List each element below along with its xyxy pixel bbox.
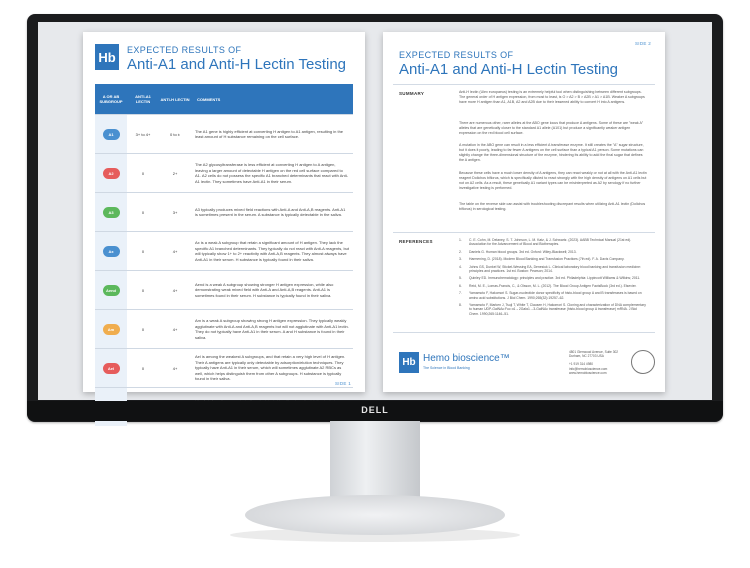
anti-a1-cell: 3+ to 4+ — [127, 115, 159, 154]
anti-h-cell: 4+ — [159, 232, 191, 271]
subgroup-badge: A1 — [103, 129, 120, 140]
side-label: SIDE 1 — [335, 381, 352, 386]
subgroup-badge: Aend — [103, 285, 120, 296]
summary-paragraph: A mutation in the ABO gene can result in a less efficient A transferase enzyme. It still creates the "A" sugar structure, but it does it poorly, leading to far fewer A antigens on the cell surface than a typical A1 person. Some mutations can slightly change the three-dimensional structure of the enzyme, hindering its ability to add the final sugar that defines the A antigen. — [459, 143, 644, 162]
references-label: REFERENCES — [399, 239, 433, 244]
reference-number: 5. — [459, 276, 462, 281]
document-page-side-1 — [83, 32, 365, 392]
anti-h-cell: 4+ — [159, 349, 191, 388]
brand-tagline: The Science in Blood Banking — [423, 366, 470, 370]
table-row — [95, 232, 353, 271]
results-table — [95, 84, 353, 426]
anti-h-cell: 4+ — [159, 310, 191, 349]
certification-seal — [631, 350, 655, 374]
col-header-anti-h: ANTI-H LECTIN — [159, 84, 191, 115]
document-page-side-2 — [383, 32, 665, 392]
reference-text: Yamamoto F, Hakomori S. Sugar-nucleotide donor specificity of histo-blood group A and B transferases is based on amino acid substitutions. J Biol Chem. 1990;265(32):19257–62. — [469, 291, 642, 300]
reference-text: Johns GS, Dunkel W, Stickel-Wessing EA, Denesiuk L. Clinical laboratory blood banking and transfusion medicine: principles and practices. 1st ed. Boston: Pearson; 2014. — [469, 264, 642, 274]
subgroup-cell — [95, 349, 127, 388]
subgroup-cell — [95, 271, 127, 310]
anti-a1-cell: 0 — [127, 271, 159, 310]
page2-title-large: Anti-A1 and Anti-H Lectin Testing — [399, 61, 619, 78]
table-row — [95, 154, 353, 193]
anti-h-cell: 2+ — [159, 154, 191, 193]
company-address — [569, 350, 618, 375]
reference-item — [459, 250, 647, 254]
summary-label: SUMMARY — [399, 91, 425, 96]
comment-cell: Aend is a weak A subgroup showing stronger H antigen expression, while also demonstrating weak mixed field with Anti-A and Anti-A,B reagents. Anti-A1 is sometimes found in their serum. H substance is typically found in their saliva. — [191, 271, 353, 310]
reference-item — [459, 284, 647, 288]
address-line: +1 919 314 4980 — [569, 362, 594, 367]
anti-h-cell: 3+ — [159, 193, 191, 232]
subgroup-cell — [95, 232, 127, 271]
address-line: info@hemobioscience.com — [569, 366, 608, 371]
address-line: Durham, NC 27703 USA — [569, 354, 604, 359]
brand-name: Hemo bioscience™ — [423, 353, 510, 364]
col-header-comments: COMMENTS — [191, 84, 353, 115]
subgroup-badge: Ael — [103, 363, 120, 374]
page2-title-small: EXPECTED RESULTS OF — [399, 50, 514, 60]
references-section — [393, 232, 655, 331]
reference-number: 2. — [459, 249, 462, 254]
reference-number: 7. — [459, 291, 462, 296]
subgroup-cell — [95, 154, 127, 193]
monitor-stand-neck — [330, 421, 420, 501]
subgroup-cell — [95, 115, 127, 154]
subgroup-cell — [95, 310, 127, 349]
address-line: 4801 Glenwood Avenue, Suite 302 — [569, 350, 619, 354]
reference-text: C. E. Cohn, M. Delaney, S. T. Johnson, L. M. Katz, & J. Schwartz. (2023). AABB Technical Manual (21st ed). Association for the Advancement of Blood and Biotherapies. — [469, 238, 632, 247]
subgroup-badge: A2 — [103, 168, 120, 179]
table-row — [95, 310, 353, 349]
subgroup-badge: Ax — [103, 246, 120, 257]
monitor-screen — [38, 22, 712, 400]
reference-number: 3. — [459, 257, 462, 262]
subgroup-cell — [95, 193, 127, 232]
side-label: SIDE 2 — [635, 41, 652, 46]
anti-a1-cell: 0 — [127, 232, 159, 271]
anti-a1-cell: 0 — [127, 310, 159, 349]
reference-item — [459, 276, 647, 280]
reference-number: 6. — [459, 283, 462, 288]
references-list — [459, 238, 647, 319]
table-row — [95, 115, 353, 154]
reference-number: 4. — [459, 264, 462, 269]
anti-h-cell: 0 to ± — [159, 115, 191, 154]
anti-h-cell: 4+ — [159, 271, 191, 310]
reference-item — [459, 291, 647, 300]
table-row — [95, 349, 353, 388]
comment-cell: The A1 gene is highly efficient at converting H antigen to A1 antigen, resulting in the least amount of H substance remaining on the cell surface. — [191, 115, 353, 154]
anti-a1-cell: 0 — [127, 154, 159, 193]
comment-cell: A3 typically produces mixed field reactions with Anti-A and Anti-A,B reagents. Anti-A1 is sometimes present in the serum. A substance is typically detectable in the saliva. — [191, 193, 353, 232]
table-row — [95, 271, 353, 310]
footer-divider — [393, 332, 655, 333]
reference-text: Quinley ED. Immunohematology: principles and practice. 3rd ed. Philadelphia: Lippincott Williams & Wilkins; 2011. — [469, 276, 641, 281]
comment-cell: Ax is a weak A subgroup that retain a significant amount of H antigen. They lack the specific A1 branched determinants. They typically do not react with Anti-A reagents, but will typically show 1+ to 2+ reactivity with Anti-A,B reagents. They almost always have Anti-A1 in their serum. H substance is typically found in their saliva. — [191, 232, 353, 271]
summary-paragraph: There are numerous other, rarer alleles at the ABO gene locus that produce A antigens. Some of these are "weak A" alleles that are genetically closer to the standard A1 allele (A101) but produce a significantly weaker antigen expression on the red blood cell surface. — [459, 121, 644, 135]
summary-paragraph: The table on the reverse side can assist with troubleshooting discrepant results when utilizing Anti-A1 lectin (Dolichos biflorus) in serological testing. — [459, 202, 646, 211]
reference-text: Yamamoto F, Marken J, Tsuji T, White T, Clausen H, Hakomori S. Cloning and characterization of DNA complementary to human UDP-GalNAc:Fuc α1→2Galα1→3-GalNAc transferase (histo-blood group A transferase) mRNA. J Biol Chem. 1990;265:1146–51. — [469, 303, 646, 316]
summary-paragraph: Anti-H lectin (Ulex europaeus) testing is an extremely helpful tool when distinguishing between different subgroups. The general order of H antigen expression, from most to least, is O > A2 > B > A2B > A1 > A1B. Weaker A subgroups have more H antigen than A1, A1B, A2 and A2B due to their lessened ability to convert H into A antigens. — [459, 90, 645, 104]
col-header-anti-a1: ANTI-A1 LECTIN — [127, 84, 159, 115]
dell-logo: DELL — [361, 405, 389, 415]
address-line: www.hemobioscience.com — [569, 370, 607, 375]
reference-item — [459, 265, 647, 274]
reference-text: Reid, M. E., Lomas-Francis, C., & Olsson, M. L. (2012). The Blood Group Antigen FactsBook (3rd ed.). Elsevier. — [469, 283, 637, 288]
anti-a1-cell: 0 — [127, 193, 159, 232]
reference-item — [459, 303, 647, 316]
subgroup-badge: A3 — [103, 207, 120, 218]
page1-title-small: EXPECTED RESULTS OF — [127, 45, 242, 55]
reference-text: Harmening, D. (2018). Modern Blood Banking and Transfusion Practices (7th ed). F. A. Davis Company. — [469, 257, 625, 262]
reference-item — [459, 238, 647, 247]
summary-paragraph: Because these cells have a much lower density of A antigens, they can react weakly or not at all with the Anti-A1 lectin reagent Dolichos biflorus, which is specifically diluted to react strongly with the high density of antigens on A1 cells but not on A2 cells. As a result, these genetically A1 variant types can be misinterpreted as A2 by serology if no further investigative testing is performed. — [459, 171, 647, 190]
comment-cell: Am is a weak A subgroup showing strong H antigen expression. They typically weakly agglutinate with Anti-A and Anti-A,B reagents but will not agglutinate with Anti-A1 lectin. They do not typically have Anti-A1 in their serum. A and H substance is found in their saliva. — [191, 310, 353, 349]
reference-text: Daniels G. Human blood groups. 3rd ed. Oxford: Wiley-Blackwell; 2013. — [469, 249, 577, 254]
reference-item — [459, 257, 647, 261]
comment-cell: The A2 glycosyltransferase is less efficient at converting H antigen to A antigen, leaving a larger amount of detectable H antigen on the red cell surface compared to A1. A2 cells do not possess the specific A1 branched determinants that react with Anti-A1 lectin. They sometimes have Anti-A1 in their serum. — [191, 154, 353, 193]
table-row — [95, 193, 353, 232]
reference-number: 1. — [459, 238, 462, 242]
reference-number: 8. — [459, 303, 462, 308]
hb-logo: Hb — [95, 44, 119, 70]
hb-logo: Hb — [399, 352, 419, 373]
anti-a1-cell: 0 — [127, 349, 159, 388]
subgroup-badge: Am — [103, 324, 120, 335]
col-header-subgroup: A OR AB SUBGROUP — [95, 84, 127, 115]
page1-title-large: Anti-A1 and Anti-H Lectin Testing — [127, 56, 347, 73]
comment-cell: Ael is among the weakest A subgroups, and that retain a very high level of H antigen. Their A antigens are typically only detectable by adsorption/elution techniques. They typically have Anti-A1 in their serum, which will sometimes agglutinate A2 RBCs as well, which helps distinguish them from other A subgroups. H substance is typically found in their saliva. — [191, 349, 353, 388]
monitor-stand-base — [245, 495, 505, 535]
summary-section — [393, 84, 655, 231]
